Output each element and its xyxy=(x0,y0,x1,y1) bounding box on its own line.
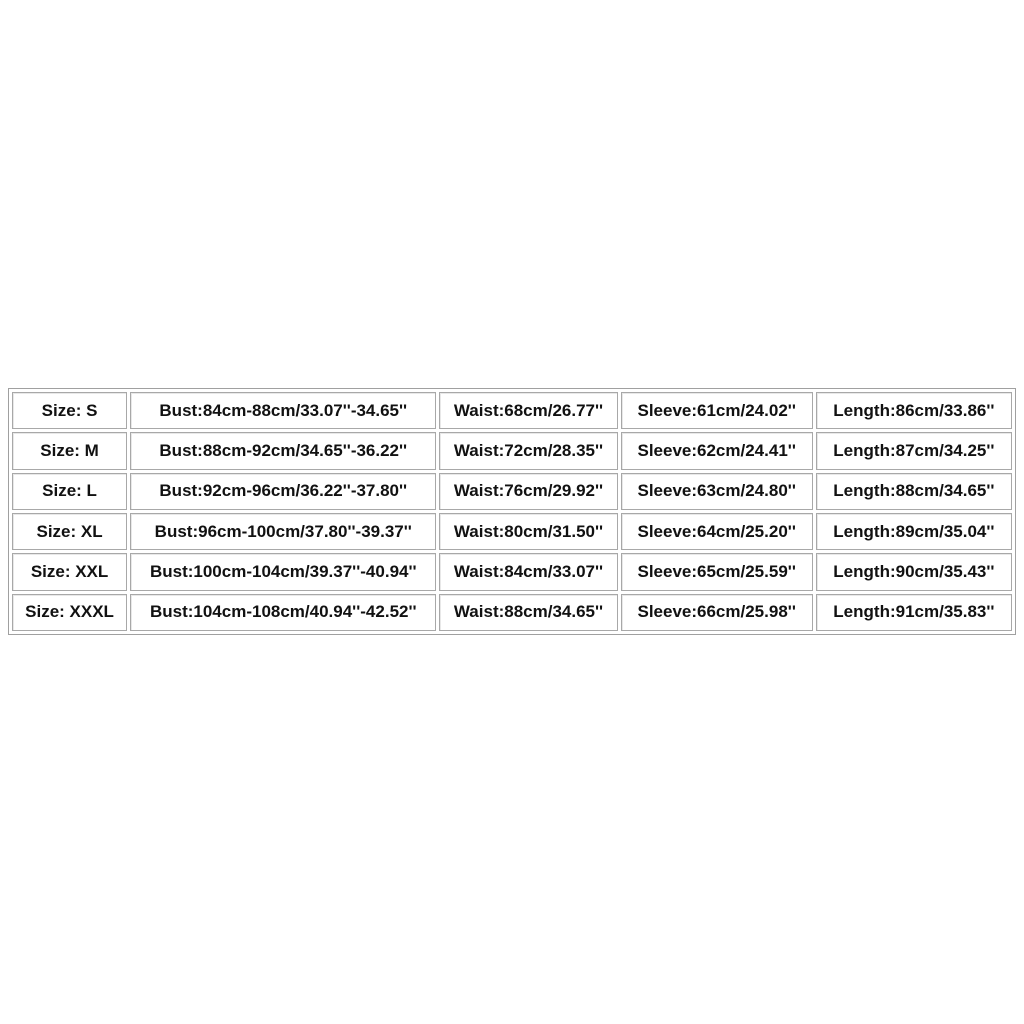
table-row xyxy=(12,392,1012,429)
sleeve-cell: Sleeve:62cm/24.41'' xyxy=(621,432,813,469)
waist-cell: Waist:68cm/26.77'' xyxy=(439,392,617,429)
bust-cell: Bust:92cm-96cm/36.22''-37.80'' xyxy=(130,473,436,510)
length-cell: Length:89cm/35.04'' xyxy=(816,513,1012,550)
sleeve-cell: Sleeve:61cm/24.02'' xyxy=(621,392,813,429)
length-cell: Length:88cm/34.65'' xyxy=(816,473,1012,510)
waist-cell: Waist:72cm/28.35'' xyxy=(439,432,617,469)
length-cell: Length:87cm/34.25'' xyxy=(816,432,1012,469)
table-row xyxy=(12,513,1012,550)
size-table xyxy=(9,389,1015,634)
waist-cell: Waist:80cm/31.50'' xyxy=(439,513,617,550)
sleeve-cell: Sleeve:65cm/25.59'' xyxy=(621,553,813,590)
bust-cell: Bust:104cm-108cm/40.94''-42.52'' xyxy=(130,594,436,631)
length-cell: Length:91cm/35.83'' xyxy=(816,594,1012,631)
waist-cell: Waist:84cm/33.07'' xyxy=(439,553,617,590)
table-row xyxy=(12,432,1012,469)
length-cell: Length:90cm/35.43'' xyxy=(816,553,1012,590)
bust-cell: Bust:96cm-100cm/37.80''-39.37'' xyxy=(130,513,436,550)
table-row xyxy=(12,473,1012,510)
table-row xyxy=(12,594,1012,631)
size-chart xyxy=(8,388,1016,635)
table-row xyxy=(12,553,1012,590)
waist-cell: Waist:88cm/34.65'' xyxy=(439,594,617,631)
bust-cell: Bust:100cm-104cm/39.37''-40.94'' xyxy=(130,553,436,590)
size-cell: Size: XXL xyxy=(12,553,127,590)
size-cell: Size: L xyxy=(12,473,127,510)
sleeve-cell: Sleeve:63cm/24.80'' xyxy=(621,473,813,510)
bust-cell: Bust:84cm-88cm/33.07''-34.65'' xyxy=(130,392,436,429)
length-cell: Length:86cm/33.86'' xyxy=(816,392,1012,429)
size-cell: Size: XL xyxy=(12,513,127,550)
bust-cell: Bust:88cm-92cm/34.65''-36.22'' xyxy=(130,432,436,469)
waist-cell: Waist:76cm/29.92'' xyxy=(439,473,617,510)
sleeve-cell: Sleeve:66cm/25.98'' xyxy=(621,594,813,631)
size-cell: Size: M xyxy=(12,432,127,469)
sleeve-cell: Sleeve:64cm/25.20'' xyxy=(621,513,813,550)
size-cell: Size: S xyxy=(12,392,127,429)
size-cell: Size: XXXL xyxy=(12,594,127,631)
